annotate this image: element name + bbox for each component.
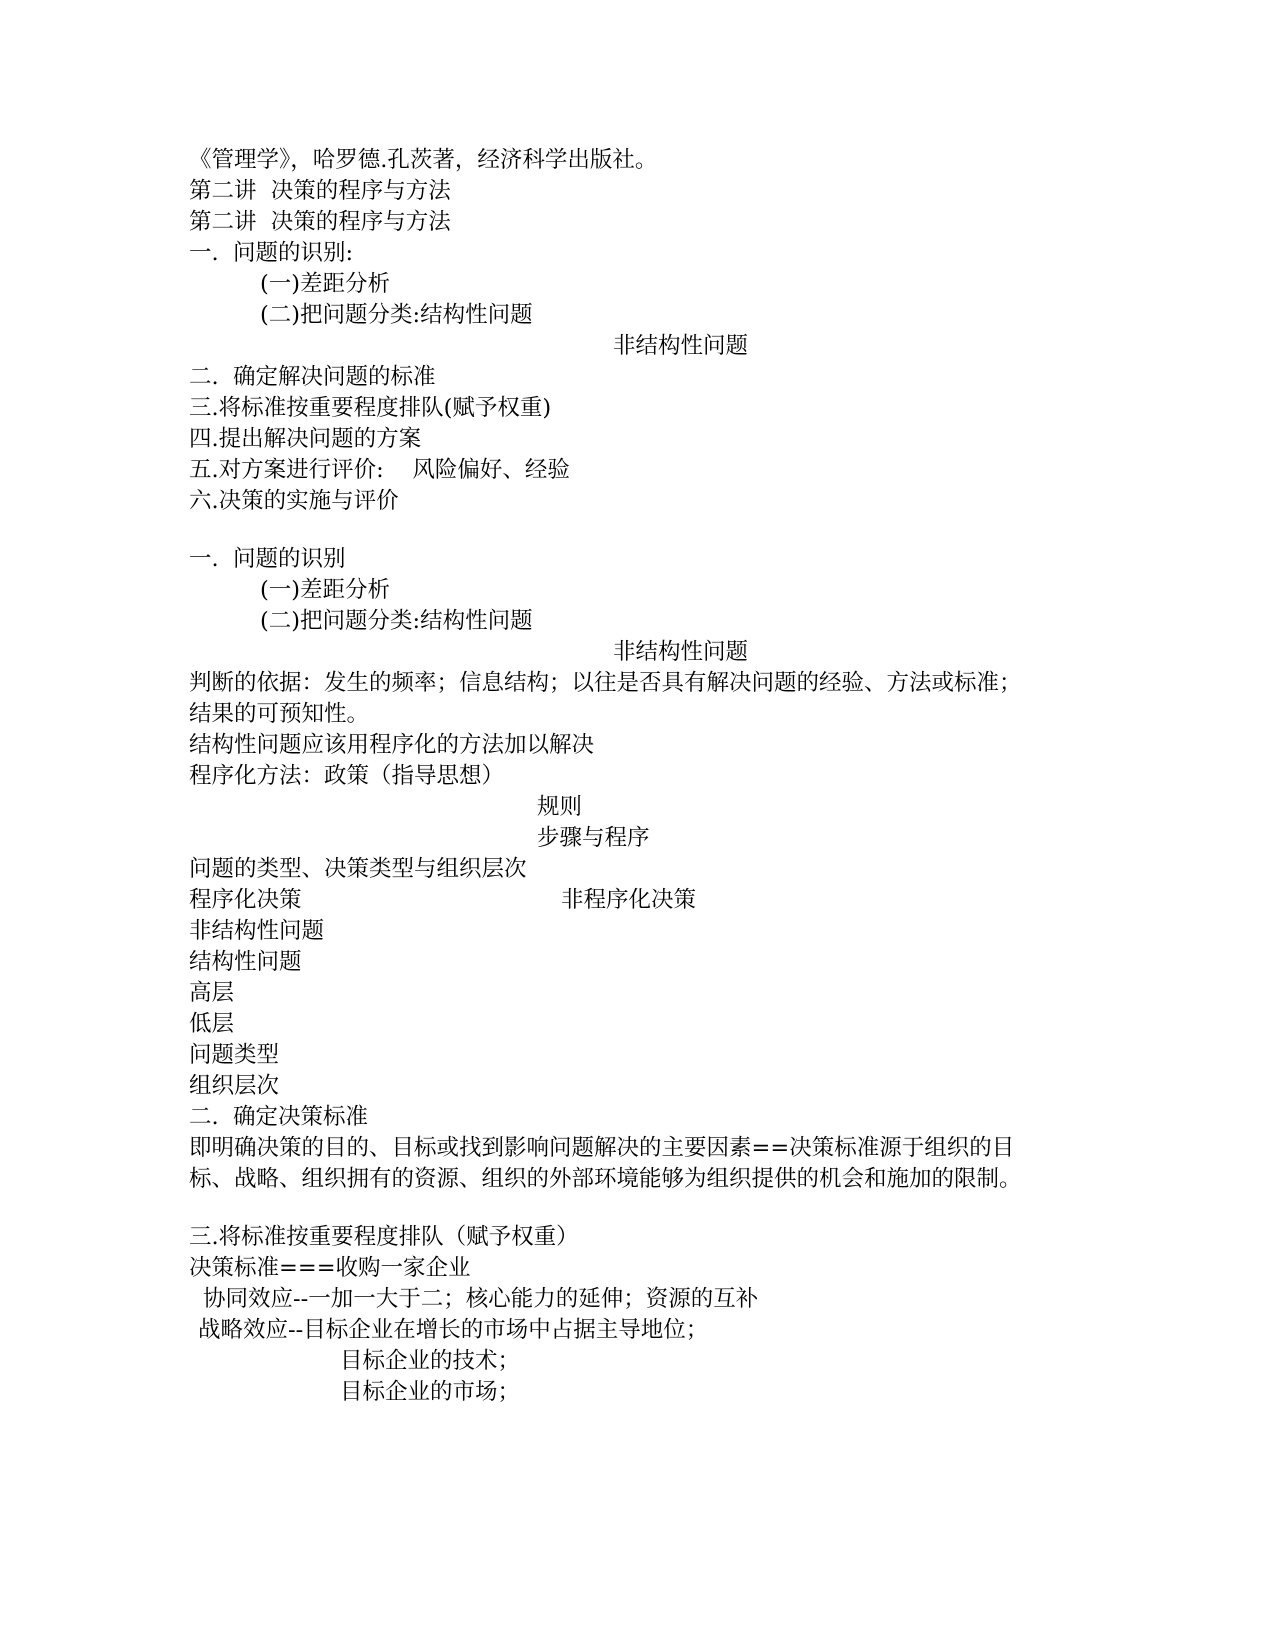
outline-subitem-1-2: (二)把问题分类:结构性问题 <box>260 302 533 328</box>
unstructured-problem-label: 非结构性问题 <box>189 918 325 944</box>
structured-problem-label: 结构性问题 <box>189 949 302 975</box>
section-1-sub-2-cont: 非结构性问题 <box>613 639 749 665</box>
outline-item-6: 六.决策的实施与评价 <box>189 488 399 514</box>
strategic-effect: 战略效应--目标企业在增长的市场中占据主导地位； <box>198 1317 709 1343</box>
section-1-sub-1: (一)差距分析 <box>260 577 391 603</box>
lecture-title: 第二讲 决策的程序与方法 <box>189 178 451 204</box>
high-level-label: 高层 <box>189 980 235 1006</box>
acquisition-criteria: 决策标准===收购一家企业 <box>189 1255 471 1281</box>
outline-item-4: 四.提出解决问题的方案 <box>189 426 422 452</box>
synergy-effect: 协同效应--一加一大于二；核心能力的延伸；资源的互补 <box>203 1286 759 1312</box>
problem-type-label: 问题类型 <box>189 1042 280 1068</box>
lecture-title-repeat: 第二讲 决策的程序与方法 <box>189 209 451 235</box>
section-2-heading: 二. 确定决策标准 <box>189 1104 368 1130</box>
org-level-label: 组织层次 <box>189 1073 280 1099</box>
programmed-method-rules: 规则 <box>537 794 583 820</box>
judgement-basis: 判断的依据：发生的频率；信息结构；以往是否具有解决问题的经验、方法或标准； <box>189 670 1022 696</box>
outline-item-3: 三.将标准按重要程度排队(赋予权重) <box>189 395 552 421</box>
section-1-sub-2: (二)把问题分类:结构性问题 <box>260 608 533 634</box>
section-2-body-1: 即明确决策的目的、目标或找到影响问题解决的主要因素==决策标准源于组织的目 <box>189 1135 1015 1161</box>
programmed-decision-label: 程序化决策 <box>189 887 302 913</box>
outline-item-5: 五.对方案进行评价: 风险偏好、经验 <box>189 457 570 483</box>
non-programmed-decision-label: 非程序化决策 <box>561 887 697 913</box>
reference-citation: 《管理学》，哈罗德.孔茨著，经济科学出版社。 <box>189 147 658 173</box>
programmed-method: 程序化方法：政策（指导思想） <box>189 763 505 789</box>
section-1-heading: 一. 问题的识别 <box>189 546 346 572</box>
structured-problem-note: 结构性问题应该用程序化的方法加以解决 <box>189 732 595 758</box>
judgement-basis-cont: 结果的可预知性。 <box>189 701 370 727</box>
target-technology: 目标企业的技术； <box>340 1348 521 1374</box>
target-market: 目标企业的市场； <box>340 1379 521 1405</box>
types-heading: 问题的类型、决策类型与组织层次 <box>189 856 527 882</box>
section-3-heading: 三.将标准按重要程度排队（赋予权重） <box>189 1224 579 1250</box>
low-level-label: 低层 <box>189 1011 235 1037</box>
programmed-method-steps: 步骤与程序 <box>537 825 650 851</box>
outline-item-2: 二. 确定解决问题的标准 <box>189 364 436 390</box>
section-2-body-2: 标、战略、组织拥有的资源、组织的外部环境能够为组织提供的机会和施加的限制。 <box>189 1166 1022 1192</box>
outline-subitem-1-2-cont: 非结构性问题 <box>613 333 749 359</box>
outline-subitem-1-1: (一)差距分析 <box>260 271 391 297</box>
outline-item-1: 一. 问题的识别: <box>189 240 354 266</box>
